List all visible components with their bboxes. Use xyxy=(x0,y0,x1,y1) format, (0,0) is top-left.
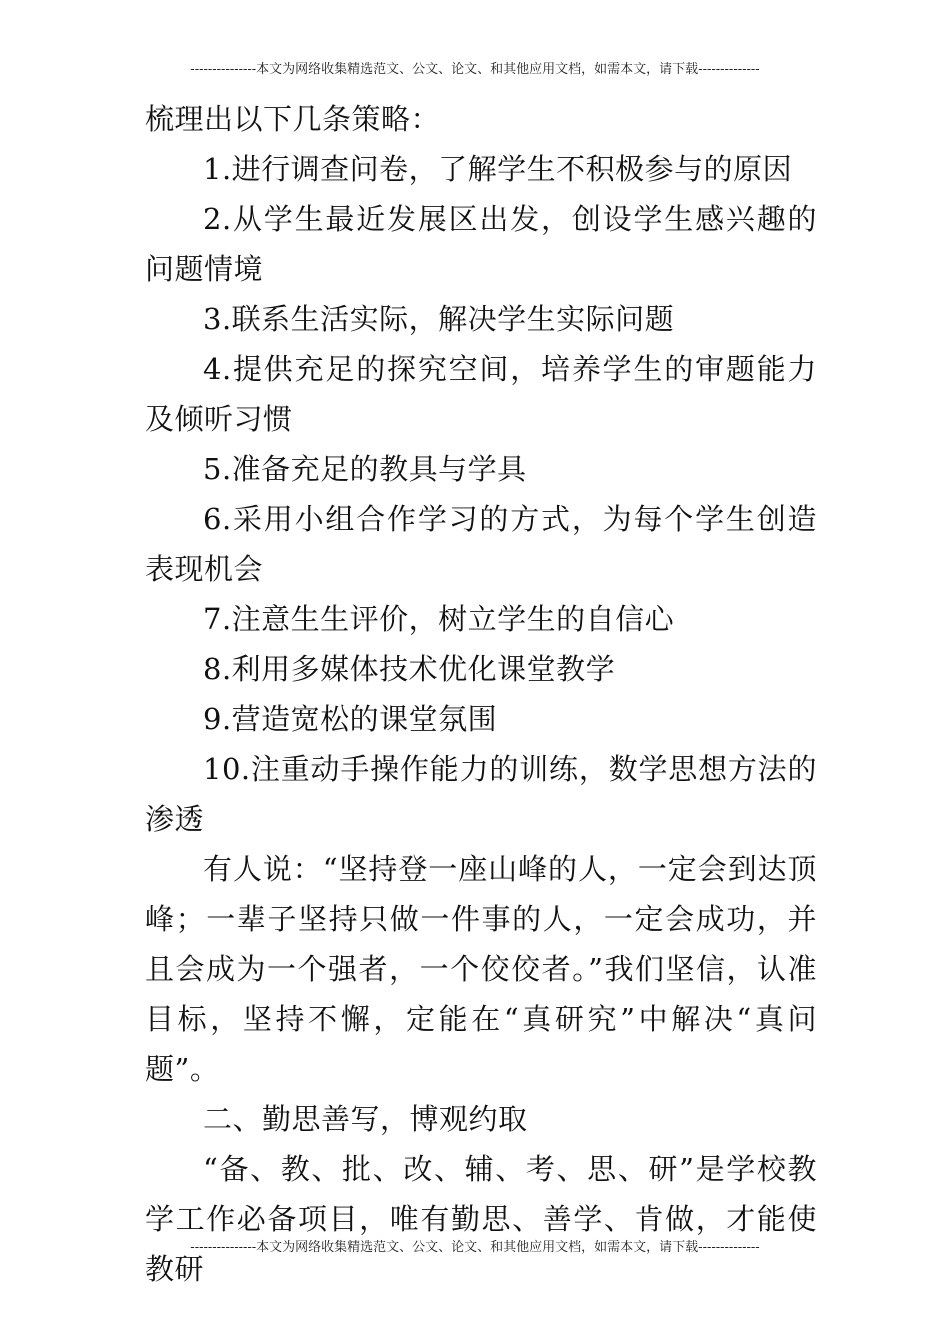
strategy-item-6: 6.采用小组合作学习的方式，为每个学生创造表现机会 xyxy=(145,502,817,586)
page-footer: ---------------本文为网络收集精选范文、公文、论文、和其他应用文档，如需本文，请下载-------------- xyxy=(190,1240,760,1255)
strategy-item-5: 5.准备充足的教具与学具 xyxy=(203,452,527,486)
section-heading: 二、勤思善写，博观约取 xyxy=(203,1102,528,1136)
intro-line: 梳理出以下几条策略： xyxy=(145,102,441,136)
strategy-item-8: 8.利用多媒体技术优化课堂教学 xyxy=(203,652,616,686)
quote-paragraph: 有人说：“坚持登一座山峰的人，一定会到达顶峰；一辈子坚持只做一件事的人，一定会成功，并且会成为一个强者，一个佼佼者。”我们坚信，认准目标，坚持不懈，定能在“真研究”中解决“真问题”。 xyxy=(145,852,817,1086)
strategy-item-3: 3.联系生活实际，解决学生实际问题 xyxy=(203,302,675,336)
strategy-item-2: 2.从学生最近发展区出发，创设学生感兴趣的问题情境 xyxy=(145,202,817,286)
document-body xyxy=(145,94,817,1294)
strategy-item-1: 1.进行调查问卷，了解学生不积极参与的原因 xyxy=(203,152,793,186)
strategy-item-4: 4.提供充足的探究空间，培养学生的审题能力及倾听习惯 xyxy=(145,352,817,436)
strategy-item-9: 9.营造宽松的课堂氛围 xyxy=(203,702,498,736)
body-paragraph: “备、教、批、改、辅、考、思、研”是学校教学工作必备项目，唯有勤思、善学、肯做，才能使教研 xyxy=(145,1152,817,1286)
page-header: ---------------本文为网络收集精选范文、公文、论文、和其他应用文档，如需本文，请下载-------------- xyxy=(190,62,760,77)
strategy-item-7: 7.注意生生评价，树立学生的自信心 xyxy=(203,602,675,636)
strategy-item-10: 10.注重动手操作能力的训练，数学思想方法的渗透 xyxy=(145,752,817,836)
